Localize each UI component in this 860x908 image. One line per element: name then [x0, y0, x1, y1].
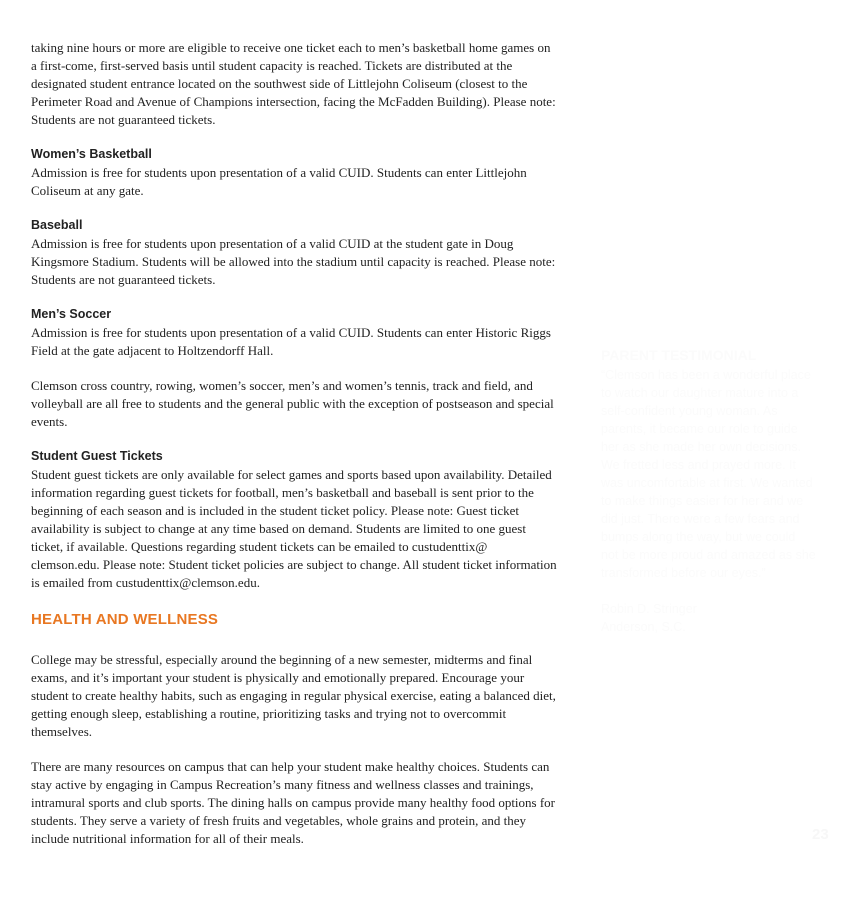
testimonial-author-location: Anderson, S.C. — [601, 620, 686, 634]
health-paragraph-2: There are many resources on campus that can help your student make healthy choices. Students can stay active by engaging in Campus Recreation’s many fitness and wellness classes and trainings, intramural sports and club sports. The dining halls on campus provide many healthy food options for students. They serve a variety of fresh fruits and vegetables, whole grains and protein, and they include nutritional information for all of their meals. — [31, 759, 556, 846]
testimonial-author-name: Robin D. Stringer — [601, 602, 697, 616]
parent-testimonial-sidebar — [601, 346, 816, 636]
baseball-text: Admission is free for students upon presentation of a valid CUID at the student gate in Doug Kingsmore Stadium. Students will be allowed into the stadium until capacity is reached. Please note: Students are not guaranteed tickets. — [31, 236, 556, 287]
student-guest-tickets-heading: Student Guest Tickets — [31, 449, 163, 463]
baseball-heading: Baseball — [31, 218, 83, 232]
womens-basketball-heading: Women’s Basketball — [31, 147, 152, 161]
main-column — [31, 39, 559, 848]
testimonial-quote: “Clemson has been a wonderful place to watch our daughter mature into a self-confident young woman. As parents, it became our role to guide her as she made her own decisions. We fretted less and prayed more. It was uncomfortable at first. We wanted to make things easier for her and we did just. There were a few fears and bumps along the way, but we could not be more proud and amazed as she transformed before our eyes.” — [601, 368, 816, 580]
womens-basketball-text: Admission is free for students upon presentation of a valid CUID. Students can enter Littlejohn Coliseum at any gate. — [31, 165, 527, 198]
mens-soccer-text: Admission is free for students upon presentation of a valid CUID. Students can enter Historic Riggs Field at the gate adjacent to Holtzendorff Hall. — [31, 325, 551, 358]
intro-paragraph: taking nine hours or more are eligible to receive one ticket each to men’s basketball home games on a first-come, first-served basis until student capacity is reached. Tickets are distributed at the designated student entrance located on the southwest side of Littlejohn Coliseum (closest to the Perimeter Road and Avenue of Champions intersection, facing the McFadden Building). Please note: Students are not guaranteed tickets. — [31, 40, 556, 127]
student-guest-tickets-text: Student guest tickets are only available for select games and sports based upon availability. Detailed information regarding guest tickets for football, men’s basketball and baseball is sent prior to the beginning of each season and is included in the student ticket policy. Please note: Guest ticket availability is subject to change at any time based on demand. Students are limited to one guest ticket, if available. Questions regarding student tickets can be emailed to custudenttix@ clemson.edu. Please note: Student ticket policies are subject to change. All student ticket information is emailed from custudenttix@clemson.edu. — [31, 467, 557, 590]
health-and-wellness-title: HEALTH AND WELLNESS — [31, 611, 219, 628]
health-paragraph-1: College may be stressful, especially around the beginning of a new semester, midterms and final exams, and it’s important your student is physically and emotionally prepared. Encourage your student to create healthy habits, such as engaging in regular physical exercise, eating a balanced diet, getting enough sleep, establishing a routine, prioritizing tasks and trying not to overcommit themselves. — [31, 652, 556, 739]
free-sports-paragraph: Clemson cross country, rowing, women’s soccer, men’s and women’s tennis, track and field, and volleyball are all free to students and the general public with the exception of postseason and special events. — [31, 378, 554, 429]
testimonial-title: PARENT TESTIMONIAL — [601, 347, 757, 363]
mens-soccer-heading: Men’s Soccer — [31, 307, 112, 321]
page-number: 23 — [812, 826, 829, 843]
